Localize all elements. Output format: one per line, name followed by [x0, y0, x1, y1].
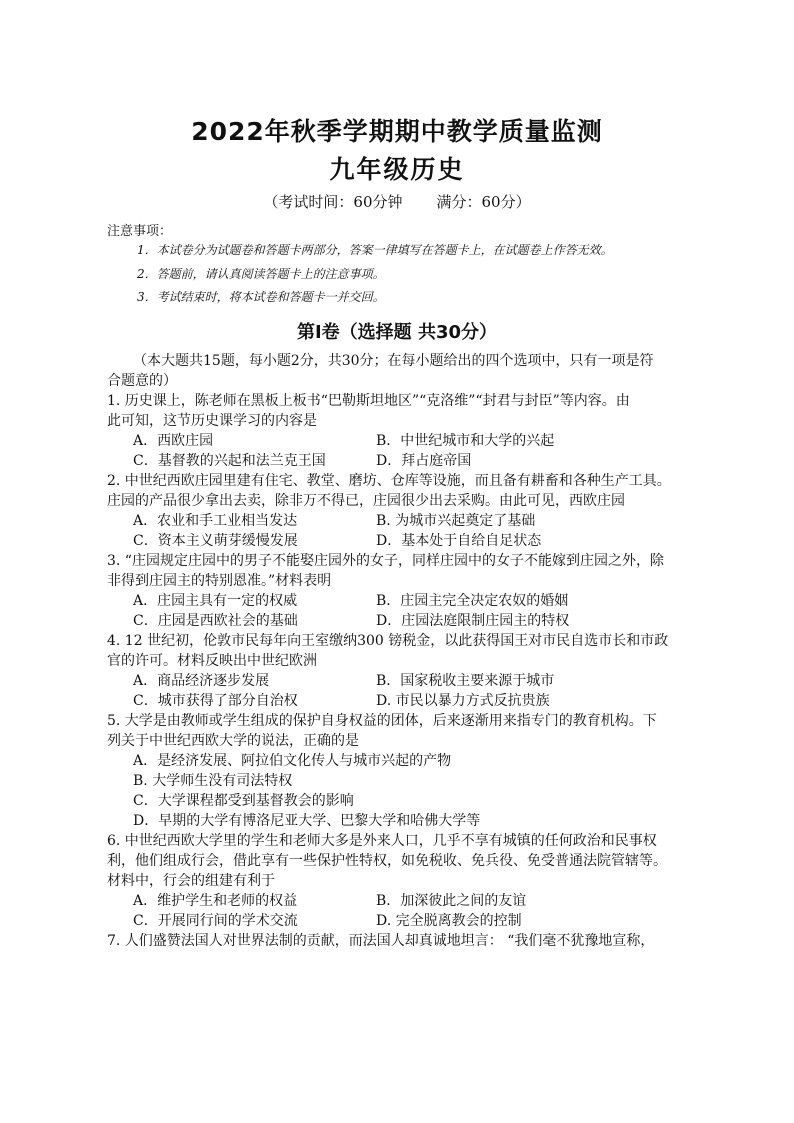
question-6-stem: 利，他们组成行会，借此享有一些保护性特权，如免税收、免兵役、免受普通法院管辖等。	[107, 853, 667, 869]
question-6-option-b: B．加深彼此之间的友谊	[376, 893, 527, 909]
notice-item: 3．考试结束时，将本试卷和答题卡一并交回。	[137, 290, 385, 304]
question-2-stem: 庄园的产品很少拿出去卖，除非万不得已，庄园很少出去采购。由此可见，西欧庄园	[107, 493, 625, 509]
question-4-option-a: A．商品经济逐步发展	[133, 673, 270, 689]
full-score: 满分：60分）	[436, 193, 531, 211]
question-3-option-c: C．庄园是西欧社会的基础	[133, 613, 298, 629]
notice-item: 2．答题前，请认真阅读答题卡上的注意事项。	[137, 267, 385, 281]
question-4-stem: 4. 12 世纪初，伦敦市民每年向王室缴纳300 镑税金，以此获得国王对市民自选市长和市政	[107, 633, 669, 649]
notice-item: 1．本试卷分为试题卷和答题卡两部分，答案一律填写在答题卡上，在试题卷上作答无效。	[137, 243, 613, 257]
question-2-option-c: C．资本主义萌芽缓慢发展	[133, 533, 298, 549]
question-4-option-d: D. 市民以暴力方式反抗贵族	[376, 693, 550, 709]
question-1-option-c: C．基督教的兴起和法兰克王国	[133, 453, 326, 469]
question-4-option-b: B．国家税收主要来源于城市	[376, 673, 555, 689]
question-2-option-d: D．基本处于自给自足状态	[376, 533, 542, 549]
question-3-option-a: A．庄园主具有一定的权威	[133, 593, 298, 609]
question-5-option-d: D．早期的大学有博洛尼亚大学、巴黎大学和哈佛大学等	[133, 813, 481, 829]
question-1-stem: 1. 历史课上，陈老师在黑板上板书“巴勒斯坦地区”“克洛维”“封君与封臣”等内容。由	[107, 393, 630, 409]
question-3-option-b: B．庄园主完全决定农奴的婚姻	[376, 593, 569, 609]
exam-time: （考试时间：60分钟	[263, 193, 403, 211]
question-5-option-c: C．大学课程都受到基督教会的影响	[133, 793, 354, 809]
question-5-option-b: B. 大学师生没有司法特权	[133, 773, 293, 789]
question-6-option-a: A．维护学生和老师的权益	[133, 893, 298, 909]
question-5-stem: 5. 大学是由教师或学生组成的保护自身权益的团体，后来逐渐用来指专门的教育机构。下	[107, 713, 657, 729]
question-4-option-c: C．城市获得了部分自治权	[133, 693, 298, 709]
question-4-stem: 官的许可。材料反映出中世纪欧洲	[107, 653, 317, 669]
question-5-stem: 列关于中世纪西欧大学的说法，正确的是	[107, 733, 359, 749]
exam-meta	[0, 191, 794, 212]
notice-title: 注意事项：	[107, 224, 173, 239]
question-3-stem: 3. “庄园规定庄园中的男子不能娶庄园外的女子，同样庄园中的女子不能嫁到庄园之外，除	[107, 553, 664, 569]
question-6-option-c: C．开展同行间的学术交流	[133, 913, 298, 929]
question-6-stem: 材料中，行会的组建有利于	[107, 873, 275, 889]
section-title: 第Ⅰ卷（选择题 共30分）	[296, 322, 497, 343]
exam-subtitle: 九年级历史	[329, 155, 465, 184]
question-2-option-b: B. 为城市兴起奠定了基础	[376, 513, 536, 529]
section-instruction: （本大题共15题，每小题2分，共30分；在每小题给出的四个选项中，只有一项是符	[133, 353, 654, 369]
question-1-option-a: A．西欧庄园	[133, 433, 214, 449]
question-7-stem: 7. 人们盛赞法国人对世界法制的贡献，而法国人却真诚地坦言： “我们毫不犹豫地宣称，	[107, 933, 655, 949]
exam-title: 2022年秋季学期期中教学质量监测	[191, 117, 603, 146]
question-2-option-a: A．农业和手工业相当发达	[133, 513, 298, 529]
question-1-stem: 此可知，这节历史课学习的内容是	[107, 413, 317, 429]
question-1-option-d: D．拜占庭帝国	[376, 453, 472, 469]
question-3-stem: 非得到庄园主的特别恩准。”材料表明	[107, 573, 332, 589]
question-6-option-d: D. 完全脱离教会的控制	[376, 913, 522, 929]
section-instruction: 合题意的）	[107, 373, 177, 389]
question-2-stem: 2. 中世纪西欧庄园里建有住宅、教堂、磨坊、仓库等设施，而且备有耕畜和各种生产工具。	[107, 473, 671, 489]
question-6-stem: 6. 中世纪西欧大学里的学生和老师大多是外来人口，几乎不享有城镇的任何政治和民事权	[107, 833, 657, 849]
question-5-option-a: A．是经济发展、阿拉伯文化传人与城市兴起的产物	[133, 753, 452, 769]
question-1-option-b: B．中世纪城市和大学的兴起	[376, 433, 555, 449]
question-3-option-d: D．庄园法庭限制庄园主的特权	[376, 613, 570, 629]
